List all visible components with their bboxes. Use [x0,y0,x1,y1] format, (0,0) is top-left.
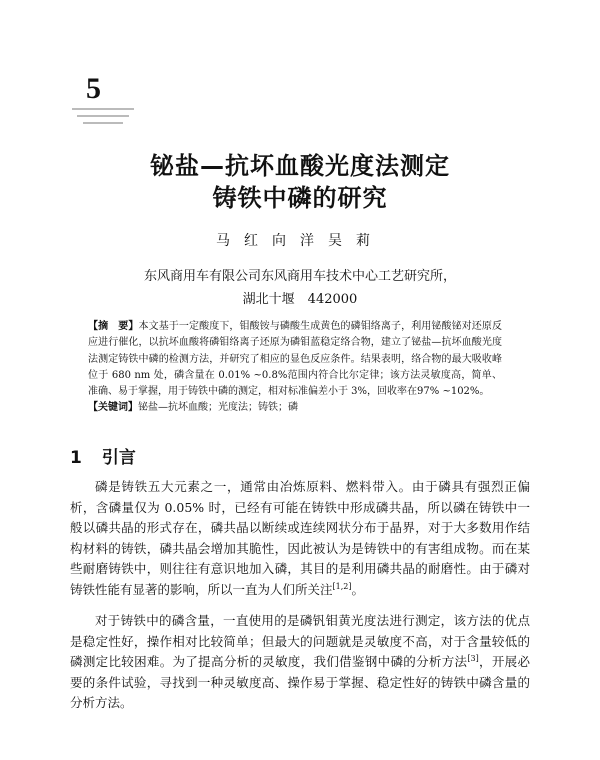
affiliation-line-1: 东风商用车有限公司东风商用车技术中心工艺研究所， [143,269,456,284]
abstract-text: 本文基于一定酸度下，钼酸铵与磷酸生成黄色的磷钼络离子，利用铋酸铋对还原反应进行催化，以抗坏血酸将磷钼络离子还原为磷钼蓝稳定络合物，建立了铋盐—抗坏血酸光度法测定铸铁中磷的检测方法，并研究了相应的显色反应条件。结果表明，络合物的最大吸收峰位于 680 nm 处，磷含量在 0.01% ~0.8%范围内符合比尔定律；该方法灵敏度高，简单、准确、易于掌握，用于铸铁中磷的测定，相对标准偏差小于 3%，回收率在97% ~102%。 [88,321,502,398]
chapter-number: 5 [86,72,101,105]
chapter-decoration [72,108,134,129]
section-heading [70,443,136,468]
section-title: 引言 [101,448,136,468]
author-names: 马红向洋吴莉 [216,233,384,249]
paragraph-1-text: 磷是铸铁五大元素之一，通常由冶炼原料、燃料带入。由于磷具有强烈正偏析，含磷量仅为 0.05% 时，已经有可能在铸铁中形成磷共晶，所以磷在铸铁中一般以磷共晶的形式存在，磷共晶以断续或连续网状分布于晶界，对于大多数用作结构材料的铸铁，磷共晶会增加其脆性，因此被认为是铸铁中的有害组成物。而在某些耐磨铸铁中，则往往有意识地加入磷，其目的是利用磷共晶的耐磨性。由于磷对铸铁性能有显著的影响，所以一直为人们所关注 [70,479,530,597]
paper-title-line-2: 铸铁中磷的研究 [212,184,388,212]
affiliation-line-2: 湖北十堰 442000 [242,292,358,307]
body-paragraph-1 [70,477,530,600]
paper-title-line-1: 铋盐—抗坏血酸光度法测定 [150,152,450,180]
paragraph-2-text: 对于铸铁中的磷含量，一直使用的是磷钒钼黄光度法进行测定，该方法的优点是稳定性好，操作相对比较简单；但最大的问题就是灵敏度不高，对于含量较低的磷测定比较困难。为了提高分析的灵敏度，我们借鉴钢中磷的分析方法 [70,613,530,669]
paragraph-1-end: 。 [351,581,364,597]
abstract-label: 【摘 要】 [88,321,139,332]
paragraph-2-end: ，开展必要的条件试验，寻找到一种灵敏度高、操作易于掌握、稳定性好的铸铁中磷含量的分析方法。 [70,654,530,710]
keywords-label: 【关键词】 [88,402,138,414]
citation-ref: [3] [467,653,479,663]
abstract [88,319,502,417]
section-number: 1 [70,448,82,468]
keywords-text: 铋盐—抗坏血酸；光度法；铸铁；磷 [138,402,298,414]
body-paragraph-2 [70,611,530,714]
citation-ref: [1,2] [332,581,352,591]
